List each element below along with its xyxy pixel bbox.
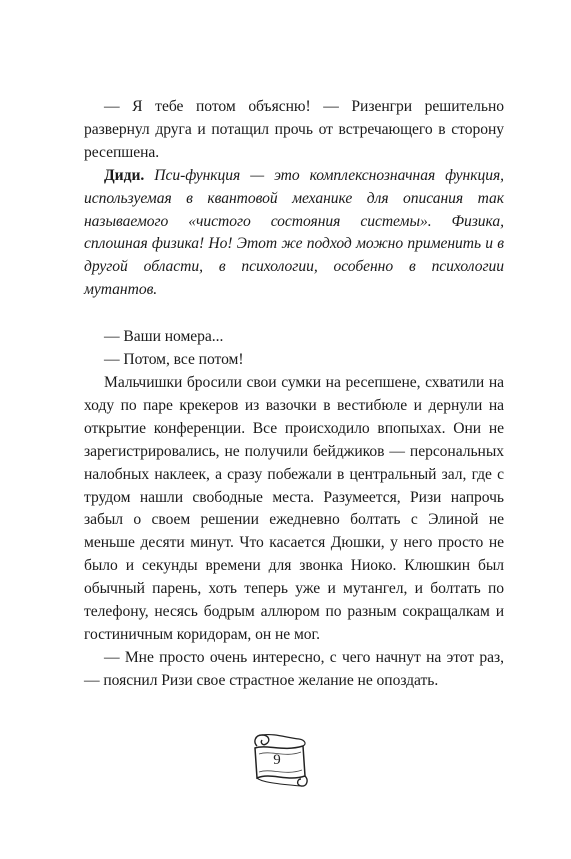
paragraph-note	[84, 165, 504, 302]
paragraph-dialog-2: — Ваши номера...	[104, 328, 224, 346]
spacer	[84, 302, 504, 326]
paragraph-dialog-3: — Потом, все потом!	[104, 351, 244, 369]
note-text: Пси-функция — это комплекснозначная функция, используемая в квантовой механике для описания так называемого «чистого состояния системы». Физика, сплошная физика! Но! Этот же подход можно применить и в другой области, в психологии, особенно в психологии мутантов.	[84, 166, 504, 299]
page-number: 9	[273, 752, 281, 768]
paragraph-dialog-4: — Мне просто очень интересно, с чего начнут на этот раз, — пояснил Ризи свое страстное желание не опоздать.	[84, 648, 504, 689]
note-speaker: Диди.	[104, 166, 145, 184]
paragraph-dialog-1: — Я тебе потом объясню! — Ризенгри решительно развернул друга и потащил прочь от встречающего в сторону ресепшена.	[84, 98, 504, 161]
scroll-banner-icon	[247, 732, 317, 790]
page-body	[84, 96, 504, 693]
paragraph-narrative: Мальчишки бросили свои сумки на ресепшене, схватили на ходу по паре крекеров из вазочки в вестибюле и дернули на открытие конференции. Все происходило впопыхах. Они не зарегистрировались, не получили бейджиков — персональных налобных наклеек, а сразу побежали в центральный зал, где с трудом нашли свободные места. Разумеется, Ризи напрочь забыл о своем решении ежедневно болтать с Элиной не меньше десяти минут. Что касается Дюшки, у него просто не было и секунды времени для звонка Ниоко. Клюшкин был обычный парень, хоть теперь уже и мутангел, и болтать по телефону, несясь бодрым аллюром по разным сокращалкам и гостиничным коридорам, он не мог.	[84, 373, 504, 643]
